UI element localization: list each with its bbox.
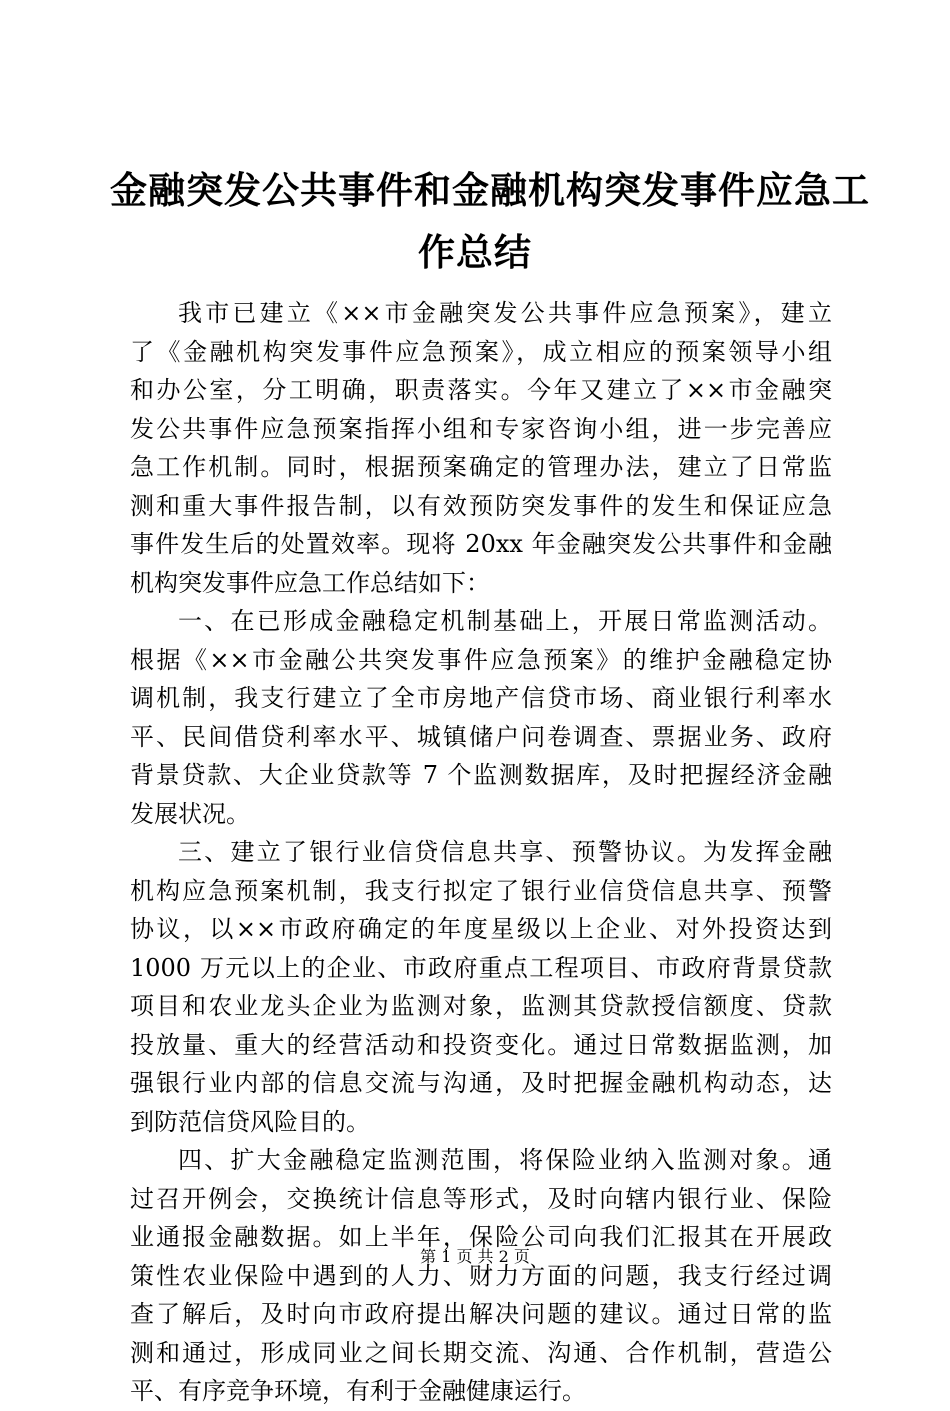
text-line: 一、在已形成金融稳定机制基础上，开展日常监测活动。 — [178, 607, 832, 635]
text-line: 测和通过，形成同业之间长期交流、沟通、合作机制，营造公 — [130, 1338, 832, 1367]
page-footer: 第 1 页 共 2 页 — [420, 1247, 530, 1266]
text-line: 机构突发事件应急工作总结如下： — [130, 568, 490, 597]
text-line: 查了解后，及时向市政府提出解决问题的建议。通过日常的监 — [130, 1300, 832, 1328]
text-line: 了《金融机构突发事件应急预案》，成立相应的预案领导小组 — [130, 337, 832, 366]
text-line: 投放量、重大的经营活动和投资变化。通过日常数据监测，加 — [130, 1030, 832, 1059]
text-line: 项目和农业龙头企业为监测对象，监测其贷款授信额度、贷款 — [130, 992, 832, 1020]
text-line: 测和重大事件报告制，以有效预防突发事件的发生和保证应急 — [130, 491, 832, 520]
text-line: 发展状况。 — [130, 799, 250, 828]
paragraph-4 — [130, 1141, 832, 1411]
text-line: 发公共事件应急预案指挥小组和专家咨询小组，进一步完善应 — [130, 414, 832, 443]
text-line: 背景贷款、大企业贷款等 7 个监测数据库，及时把握经济金融 — [130, 761, 832, 789]
paragraph-3 — [130, 833, 832, 1141]
text-line: 业通报金融数据。如上半年，保险公司向我们汇报其在开展政 — [130, 1223, 832, 1251]
text-line: 过召开例会，交换统计信息等形式，及时向辖内银行业、保险 — [130, 1184, 832, 1213]
document-title-line-2: 作总结 — [418, 230, 532, 274]
text-line: 平、民间借贷利率水平、城镇储户问卷调查、票据业务、政府 — [130, 722, 832, 751]
text-line: 机构应急预案机制，我支行拟定了银行业信贷信息共享、预警 — [130, 876, 832, 905]
text-line: 到防范信贷风险目的。 — [130, 1107, 370, 1136]
text-line: 1000 万元以上的企业、市政府重点工程项目、市政府背景贷款 — [130, 953, 832, 982]
text-line: 平、有序竞争环境，有利于金融健康运行。 — [130, 1377, 586, 1405]
text-line: 调机制，我支行建立了全市房地产信贷市场、商业银行利率水 — [130, 684, 832, 712]
text-line: 四、扩大金融稳定监测范围，将保险业纳入监测对象。通 — [178, 1146, 832, 1174]
text-line: 和办公室，分工明确，职责落实。今年又建立了××市金融突 — [130, 376, 832, 404]
text-line: 根据《××市金融公共突发事件应急预案》的维护金融稳定协 — [130, 645, 832, 674]
text-line: 急工作机制。同时，根据预案确定的管理办法，建立了日常监 — [130, 453, 832, 481]
text-line: 强银行业内部的信息交流与沟通，及时把握金融机构动态，达 — [130, 1069, 832, 1097]
text-line: 策性农业保险中遇到的人力、财力方面的问题，我支行经过调 — [130, 1261, 832, 1290]
text-line: 我市已建立《××市金融突发公共事件应急预案》，建立 — [178, 299, 832, 327]
text-line: 事件发生后的处置效率。现将 20xx 年金融突发公共事件和金融 — [130, 530, 832, 558]
paragraph-2 — [130, 602, 832, 833]
paragraph-1 — [130, 294, 832, 602]
document-title-line-1: 金融突发公共事件和金融机构突发事件应急工 — [110, 168, 870, 212]
text-line: 协议，以××市政府确定的年度星级以上企业、对外投资达到 — [130, 915, 832, 943]
text-line: 三、建立了银行业信贷信息共享、预警协议。为发挥金融 — [178, 838, 832, 866]
